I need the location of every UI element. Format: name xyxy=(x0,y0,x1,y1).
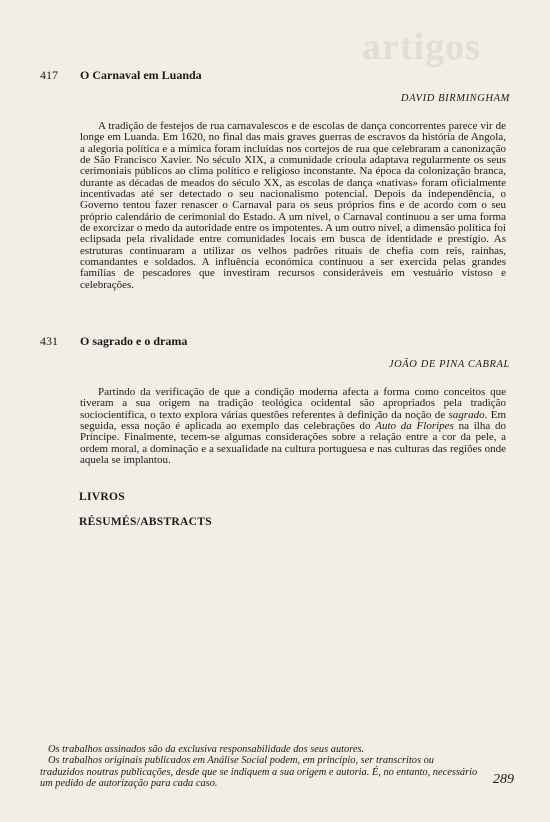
footnote xyxy=(40,744,480,790)
footnote-line: Os trabalhos assinados são da exclusiva responsabilidade dos seus autores. xyxy=(48,744,365,755)
entry-title: O Carnaval em Luanda xyxy=(80,68,202,82)
page-number: 289 xyxy=(493,772,514,787)
entry-abstract xyxy=(80,387,506,466)
entry-heading xyxy=(40,334,187,348)
entry-page-number: 431 xyxy=(40,334,58,348)
entry-page-number: 417 xyxy=(40,68,58,82)
abstract-text: Partindo da verificação de que a condição moderna afecta a forma como conceitos que tiveram a sua origem na tradição teológica ocidental são apropriados pela tradição sociocientífica, o texto explora várias questões referentes à definição da noção de xyxy=(80,386,506,421)
footnote-line: Os trabalhos originais publicados em Análise Social podem, em princípio, ser transcritos ou traduzidos noutras publicações, desde que se indiquem a sua origem e autoria. É, no entanto, necessário um pedido de autorização para cada caso. xyxy=(40,755,478,790)
abstract-text: . Em seguida, essa noção é aplicada ao exemplo das celebrações do xyxy=(80,408,507,433)
abstract-text: na ilha do Príncipe. Finalmente, tecem-se algumas considerações sobre a relação entre a cor da pele, a ordem moral, a dominação e a sexualidade na cultura portuguesa e nas culturas das regiões onde aquela se implantou. xyxy=(80,420,506,467)
section-watermark: artigos xyxy=(362,26,481,68)
entry-heading xyxy=(40,68,202,82)
section-resumes-abstracts: RÉSUMÉS/ABSTRACTS xyxy=(79,516,212,528)
entry-abstract: A tradição de festejos de rua carnavalescos e de escolas de dança concorrentes parece vir de longe em Luanda. Em 1620, no final das mais graves guerras de escravos da história de Angola, a alegoria política e a mímica foram incluídas nos cortejos de rua que celebraram a canonização de São Francisco Xavier. No século XIX, a comunidade crioula adaptava regularmente os seus cerimoniais públicos ao clima político e religioso inconstante. Na época da colonização branca, durante as décadas de meados do século XX, as escolas de dança «nativas» foram oficialmente incentivadas até ser detectado o seu nacionalismo potencial. Depois da independência, o Governo tentou fazer renascer o Carnaval para os seus próprios fins e de acordo com o seu próprio calendário de cerimonial do Estado. A um nível, o Carnaval continuou a ser uma forma de exorcizar o medo da autoridade entre os impotentes. A um outro nível, a dimensão política foi eclipsada pela rivalidade entre comunidades locais em busca de identidade e prestígio. As estruturas continuaram a utilizar os velhos padrões rituais de chefia com reis, rainhas, comandantes e soldados. A influência económica continuou a ser exercida pelas grandes famílias de pescadores que investiram recursos consideráveis em vestuário vistoso e celebrações. xyxy=(80,120,506,291)
entry-author: DAVID BIRMINGHAM xyxy=(400,93,510,104)
abstract-italic-term: sagrado xyxy=(448,408,485,421)
abstract-italic-term: Auto da Floripes xyxy=(375,420,454,433)
entry-title: O sagrado e o drama xyxy=(80,334,188,348)
entry-author: JOÃO DE PINA CABRAL xyxy=(388,359,510,370)
section-livros: LIVROS xyxy=(79,491,125,503)
